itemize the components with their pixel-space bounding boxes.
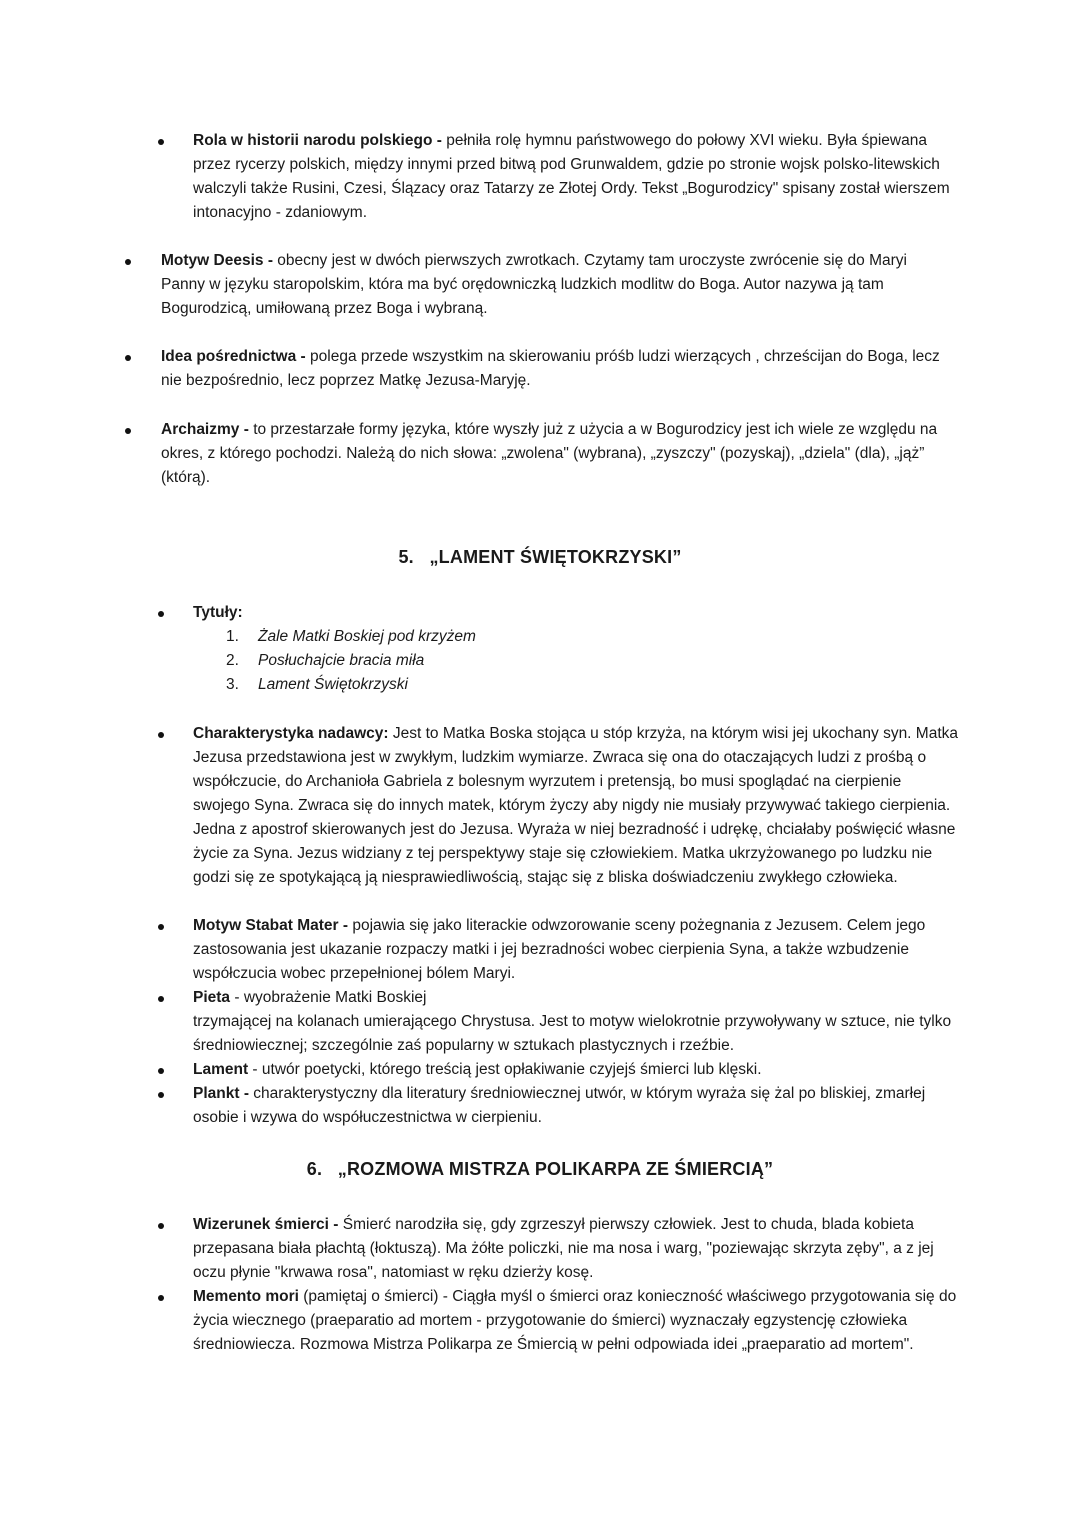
bullet [158,611,164,617]
item-plankt: Plankt - charakterystyczny dla literatury średniowiecznej utwór, w którym wyraża się żal po bliskiej, zmarłej osobie i wzywa do współuczestnictwa w cierpieniu. [193,1085,926,1126]
bullet [158,139,164,145]
titles-list [226,625,476,697]
item-idea: Idea pośrednictwa - polega przede wszystkim na skierowaniu próśb ludzi wierzących , chrześcijan do Boga, lecz nie bezpośrednio, lecz poprzez Matkę Jezusa-Maryję. [161,348,940,389]
bullet [125,428,131,434]
section-5-heading: 5. „LAMENT ŚWIĘTOKRZYSKI” [398,547,682,567]
item-memento-mori: Memento mori (pamiętaj o śmierci) - Ciągła myśl o śmierci oraz konieczność właściwego przygotowania się do życia wiecznego (praeparatio ad mortem - przygotowanie do śmierci) wyznaczały egzystencję człowieka średniowiecza. Rozmowa Mistrza Polikarpa ze Śmiercią w pełni odpowiada idei „praeparatio ad mortem". [193,1288,957,1353]
item-charakterystyka: Charakterystyka nadawcy: Jest to Matka Boska stojąca u stóp krzyża, na którym wisi jej ukochany syn. Matka Jezusa przedstawiona jest w zwykłym, ludzkim wymiarze. Zwraca się ona do otaczających ludzi z prośbą o współczucie, do Archanioła Gabriela z bolesnym wyrzutem i pretensją, bo musi spoglądać na cierpienie swojego Syna. Zwraca się do innych matek, którym życzy aby nigdy nie musiały przywywać takiego cierpienia. Jedna z apostrof skierowanych jest do Jezusa. Wyraża w niej bezradność i udrękę, chciałaby poświęcić własne życie za Syna. Jezus widziany z tej perspektywy staje się człowiekiem. Matka ukrzyżowanego po ludzku nie godzi się ze spotykającą ją niesprawiedliwością, stając się z bliska doświadczeniu zwykłego człowieka. [193,725,959,886]
bullet [158,1068,164,1074]
item-wizerunek: Wizerunek śmierci - Śmierć narodziła się, gdy zgrzeszył pierwszy człowiek. Jest to chuda, blada kobieta przepasana biała płachtą (łoktuszą). Ma żółte policzki, nie ma nosa i warg, "poziewając skrzyta zęby", a z jej oczu płynie "krwawa rosa", natomiast w ręku dzierży kosę. [193,1216,934,1281]
bullet [158,732,164,738]
list-item: 3. Lament Świętokrzyski [226,676,408,693]
bullet [125,259,131,265]
bullet [158,924,164,930]
item-archaizmy: Archaizmy - to przestarzałe formy języka, które wyszły już z użycia a w Bogurodzicy jest ich wiele ze względu na okres, z którego pochodzi. Należą do nich słowa: „zwolena" (wybrana), „zyszczy" (pozyskaj), „dziela" (dla), „jąż” (którą). [161,421,938,486]
section-6-heading: 6. „ROZMOWA MISTRZA POLIKARPA ZE ŚMIERCIĄ” [306,1159,774,1179]
bullet [158,1295,164,1301]
list-item: 2. Posłuchajcie bracia miła [226,652,425,669]
list-item: 1. Żale Matki Boskiej pod krzyżem [226,628,476,645]
item-stabat-mater: Motyw Stabat Mater - pojawia się jako literackie odwzorowanie sceny pożegnania z Jezusem. Celem jego zastosowania jest ukazanie rozpaczy matki i jej bezradności wobec cierpienia Syna, a także wzbudzenie współczucia wobec przepełnionej bólem Maryi. [193,917,926,982]
bullet [158,1223,164,1229]
bullet [125,355,131,361]
bullet [158,1092,164,1098]
item-lament: Lament - utwór poetycki, którego treścią jest opłakiwanie czyjejś śmierci lub klęski. [193,1061,762,1078]
titles-label: Tytuły: [193,604,243,621]
bullet [158,996,164,1002]
item-pieta: Pieta - wyobrażenie Matki Boskiej trzymającej na kolanach umierającego Chrystusa. Jest to motyw wielokrotnie przywoływany w sztuce, nie tylko średniowiecznej; szczególnie zaś popularny w sztukach plastycznych i rzeźbie. [193,989,952,1054]
item-deesis: Motyw Deesis - obecny jest w dwóch pierwszych zwrotkach. Czytamy tam uroczyste zwrócenie się do Maryi Panny w języku staropolskim, która ma być orędowniczką ludzkich modlitw do Boga. Autor nazywa ją tam Bogurodzicą, umiłowaną przez Boga i wybraną. [161,252,907,317]
item-rola: Rola w historii narodu polskiego - pełniła rolę hymnu państwowego do połowy XVI wieku. Była śpiewana przez rycerzy polskich, między innymi przed bitwą pod Grunwaldem, gdzie po stronie wojsk polsko-litewskich walczyli także Rusini, Czesi, Ślązacy oraz Tatarzy ze Złotej Ordy. Tekst „Bogurodzicy" spisany został wierszem intonacyjno - zdaniowym. [193,132,950,221]
